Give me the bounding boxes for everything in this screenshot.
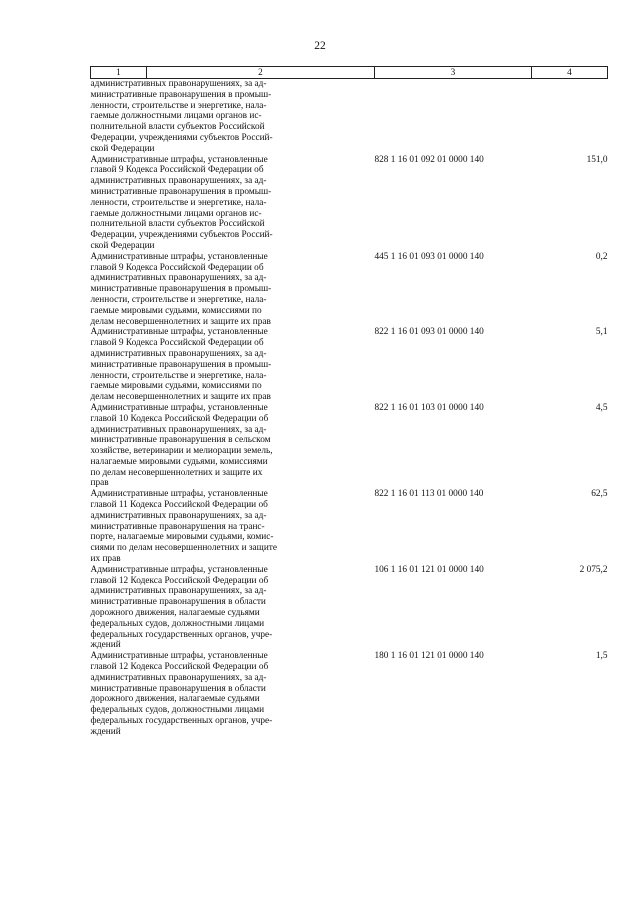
row-description: Административные штрафы, установленные главой 12 Кодекса Российской Федерации об административных правонарушениях, за ад- министративные правонарушения в области дорожного движения, налагаемые судьями федеральных судов, должностными лицами федеральных государственных органов, учре- ждений bbox=[90, 651, 273, 737]
row-amount: 151,0 bbox=[586, 154, 608, 165]
row-code: 106 1 16 01 121 01 0000 140 bbox=[374, 564, 484, 575]
row-description: административных правонарушениях, за ад- министративные правонарушения в промыш- ленности, строительстве и энергетике, нала- гаемые должностными лицами органов ис- полнительной власти субъектов Российской Федерации, учреждениями субъектов Россий- ской Федерации bbox=[90, 79, 273, 154]
page-number: 22 bbox=[314, 40, 326, 52]
column-header-4: 4 bbox=[532, 67, 608, 79]
row-code: 445 1 16 01 093 01 0000 140 bbox=[374, 251, 484, 262]
row-description: Административные штрафы, установленные главой 9 Кодекса Российской Федерации об административных правонарушениях, за ад- министративные правонарушения в промыш- ленности, строительстве и энергетике, нала- гаемые мировыми судьями, комиссиями по делам несовершеннолетних и защите их прав bbox=[90, 251, 272, 327]
row-description: Административные штрафы, установленные главой 9 Кодекса Российской Федерации об административных правонарушениях, за ад- министративные правонарушения в промыш- ленности, строительстве и энергетике, нала- гаемые мировыми судьями, комиссиями по делам несовершеннолетних и защите их прав bbox=[90, 327, 272, 403]
column-header-2: 2 bbox=[147, 67, 375, 79]
row-code: 828 1 16 01 092 01 0000 140 bbox=[374, 154, 484, 165]
row-description: Административные штрафы, установленные главой 9 Кодекса Российской Федерации об административных правонарушениях, за ад- министративные правонарушения в промыш- ленности, строительстве и энергетике, нала- гаемые должностными лицами органов ис- полнительной власти субъектов Российской Федерации, учреждениями субъектов Россий- ской Федерации bbox=[90, 154, 273, 251]
table-row bbox=[91, 651, 608, 737]
column-header-1: 1 bbox=[91, 67, 147, 79]
column-header-3: 3 bbox=[375, 67, 532, 79]
row-description: Административные штрафы, установленные главой 12 Кодекса Российской Федерации об административных правонарушениях, за ад- министративные правонарушения в области дорожного движения, налагаемые судьями федеральных судов, должностными лицами федеральных государственных органов, учре- ждений bbox=[90, 564, 273, 651]
row-code: 180 1 16 01 121 01 0000 140 bbox=[374, 651, 484, 662]
row-description: Административные штрафы, установленные главой 11 Кодекса Российской Федерации об административных правонарушениях, за ад- министративные правонарушения на транс- порте, налагаемые мировыми судьями, комис- сиями по делам несовершеннолетних и защите их прав bbox=[90, 489, 277, 565]
row-code: 822 1 16 01 093 01 0000 140 bbox=[374, 327, 484, 338]
revenue-table bbox=[90, 66, 608, 738]
row-amount: 2 075,2 bbox=[579, 564, 608, 575]
table-row bbox=[91, 403, 608, 489]
table-row-continuation bbox=[91, 79, 608, 155]
table-row bbox=[91, 489, 608, 565]
table-header bbox=[91, 67, 608, 79]
table-row bbox=[91, 252, 608, 328]
row-amount: 62,5 bbox=[591, 489, 608, 500]
table-row bbox=[91, 155, 608, 252]
row-code: 822 1 16 01 103 01 0000 140 bbox=[374, 402, 484, 413]
row-amount: 5,1 bbox=[595, 327, 608, 338]
table-body bbox=[91, 79, 608, 738]
row-amount: 1,5 bbox=[595, 651, 608, 662]
table-row bbox=[91, 327, 608, 403]
table-row bbox=[91, 565, 608, 651]
row-code: 822 1 16 01 113 01 0000 140 bbox=[374, 489, 484, 500]
row-description: Административные штрафы, установленные главой 10 Кодекса Российской Федерации об административных правонарушениях, за ад- министративные правонарушения в сельском хозяйстве, ветеринарии и мелиорации земель, налагаемые мировыми судьями, комиссиями по делам несовершеннолетних и защите их прав bbox=[90, 402, 273, 489]
row-amount: 0,2 bbox=[595, 251, 608, 262]
row-amount: 4,5 bbox=[595, 402, 608, 413]
